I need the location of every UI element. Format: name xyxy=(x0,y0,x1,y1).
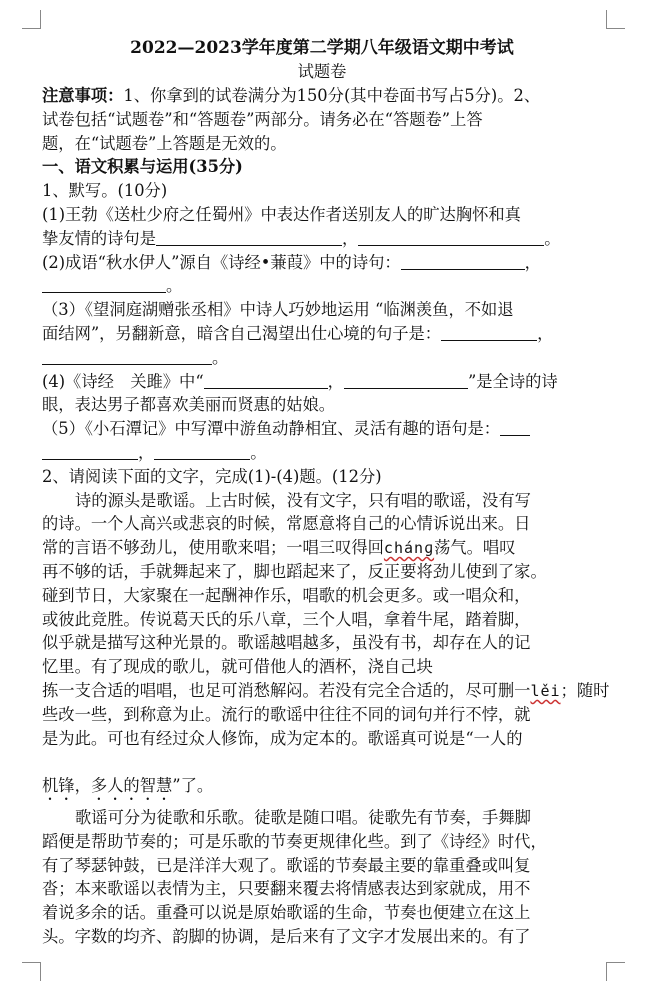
notice-line-2: 试卷包括“试题卷”和“答题卷”两部分。请务必在“答题卷”上答 xyxy=(42,109,483,129)
passage-line: 或彼此竞胜。传说葛天氏的乐八章，三个人唱，拿着牛尾，踏着脚， xyxy=(42,609,531,629)
q1-part4-prompt: (4)《诗经 关雎》中“ xyxy=(42,371,204,391)
notice-line-3: 题，在“试题卷”上答题是无效的。 xyxy=(42,133,287,153)
notice-label: 注意事项： xyxy=(42,86,124,105)
passage-line: 头。字数的均齐、韵脚的协调，是后来有了文字才发展出来的。有了 xyxy=(42,926,531,946)
paragraph-gap xyxy=(42,798,602,806)
notice-line-1 xyxy=(42,84,602,108)
q1-part3-line2 xyxy=(42,322,602,346)
period-1: 。 xyxy=(544,228,561,248)
passage-line: 的诗。一个人高兴或悲哀的时候，常愿意将自己的心情诉说出来。日 xyxy=(42,514,531,534)
q1-part2-prompt: (2)成语“秋水伊人”源自《诗经•蒹葭》中的诗句： xyxy=(42,252,401,272)
crop-mark-top-right xyxy=(606,10,625,29)
exam-page xyxy=(42,36,610,949)
q1-part4-line2: 眼，表达男子都喜欢美丽而贤惠的姑娘。 xyxy=(42,395,336,415)
q1-part3-prompt: 面结网”，另翻新意，暗含自己渴望出仕心境的句子是： xyxy=(42,323,442,343)
page-subtitle: 试题卷 xyxy=(297,62,347,81)
answer-blank-3b[interactable] xyxy=(42,347,212,365)
question-1-heading: 1、默写。(10分) xyxy=(42,181,168,201)
page-title: 2022—2023学年度第二学期八年级语文期中考试 xyxy=(130,38,514,58)
notice-text-1: 1、你拿到的试卷满分为150分(其中卷面书写占5分)。2、 xyxy=(123,86,541,105)
passage-paragraph-1 xyxy=(42,489,610,798)
crop-mark-bottom-right xyxy=(606,962,625,981)
answer-blank-5a[interactable] xyxy=(500,418,530,436)
q1-part5-prompt: （5）《小石潭记》中写潭中游鱼动静相宜、灵活有趣的语句是： xyxy=(42,419,501,439)
passage-line: 有了琴瑟钟鼓，已是洋洋大观了。歌谣的节奏最主要的靠重叠或叫复 xyxy=(42,855,531,875)
q1-part1-prompt: 挚友情的诗句是 xyxy=(42,228,156,248)
answer-blank-4a[interactable] xyxy=(204,371,328,389)
q1-part5-line1 xyxy=(42,417,602,441)
question-2-heading: 2、请阅读下面的文字，完成(1)-(4)题。(12分) xyxy=(42,466,382,486)
crop-mark-top-left xyxy=(22,10,41,29)
passage-line xyxy=(42,536,602,560)
passage-line: 是为此。可也有经过众人修饰，成为定本的。歌谣真可说是“一人的 xyxy=(42,728,523,748)
emphasized-phrase: 机锋，多人的智慧 xyxy=(42,776,173,796)
pinyin-lei: lěi xyxy=(530,681,561,700)
passage-text: 常的言语不够劲儿，使用歌来唱；一唱三叹得回 xyxy=(42,538,384,558)
answer-blank-2a[interactable] xyxy=(401,252,525,270)
passage-paragraph-2 xyxy=(42,806,602,949)
passage-line xyxy=(42,679,610,703)
answer-blank-3a[interactable] xyxy=(441,323,537,341)
q1-part4-line1 xyxy=(42,370,602,394)
period-5: 。 xyxy=(250,442,267,462)
section-1-heading: 一、语文积累与运用(35分) xyxy=(42,157,243,177)
q1-part3-line3 xyxy=(42,346,602,370)
passage-line xyxy=(42,750,602,774)
passage-text: ”了。 xyxy=(172,776,214,796)
answer-blank-5b[interactable] xyxy=(42,442,138,460)
passage-line: 似乎就是描写这种光景的。歌谣越唱越多，虽没有书，却存在人的记 xyxy=(42,633,531,653)
q1-part4-tail: ”是全诗的诗 xyxy=(467,371,558,391)
passage-line: 诗的源头是歌谣。上古时候，没有文字，只有唱的歌谣，没有写 xyxy=(75,490,531,510)
period-2: 。 xyxy=(166,276,183,296)
comma-3: ， xyxy=(537,323,554,343)
comma-1: ， xyxy=(341,228,359,248)
answer-blank-1b[interactable] xyxy=(358,228,544,246)
q1-part5-line2 xyxy=(42,441,602,465)
passage-line: 歌谣可分为徒歌和乐歌。徒歌是随口唱。徒歌先有节奏，手舞脚 xyxy=(75,807,531,827)
comma-2: ， xyxy=(524,252,541,272)
comma-5: ， xyxy=(138,442,155,462)
passage-line: 沓；本来歌谣以表情为主，只要翻来覆去将情感表达到家就成，用不 xyxy=(42,879,531,899)
passage-line: 碰到节日，大家聚在一起酬神作乐，唱歌的机会更多。或一唱众和， xyxy=(42,585,531,605)
comma-4: ， xyxy=(327,371,344,391)
answer-blank-2b[interactable] xyxy=(42,275,166,293)
q1-part2-line2 xyxy=(42,274,602,298)
q1-part1-line1: (1)王勃《送杜少府之任蜀州》中表达作者送别友人的旷达胸怀和真 xyxy=(42,204,521,224)
passage-text: 荡气。唱叹 xyxy=(434,538,516,558)
q1-part1-line2 xyxy=(42,227,602,251)
answer-blank-1a[interactable] xyxy=(156,228,342,246)
passage-line: 些改一些，到称意为止。流行的歌谣中往往不同的词句并行不悖，就 xyxy=(42,704,531,724)
pinyin-chang: chánɡ xyxy=(383,539,435,558)
passage-line: 着说多余的话。重叠可以说是原始歌谣的生命，节奏也便建立在这上 xyxy=(42,903,531,923)
period-3: 。 xyxy=(212,347,229,367)
passage-line: 忆里。有了现成的歌儿，就可借他人的酒杯，浇自己块 xyxy=(42,657,433,677)
crop-mark-bottom-left xyxy=(22,962,41,981)
q1-part3-line1: （3）《望洞庭湖赠张丞相》中诗人巧妙地运用 “临渊羡鱼，不如退 xyxy=(42,300,514,320)
passage-text: ；随时 xyxy=(560,680,610,700)
passage-line-last xyxy=(42,774,602,798)
answer-blank-5c[interactable] xyxy=(154,442,250,460)
passage-line: 蹈便是帮助节奏的；可是乐歌的节奏更规律化些。到了《诗经》时代， xyxy=(42,831,547,851)
q1-part2-line1 xyxy=(42,251,602,275)
passage-text: 拣一支合适的唱唱，也足可消愁解闷。若没有完全合适的，尽可删一 xyxy=(42,680,531,700)
passage-line: 再不够的话，手就舞起来了，脚也蹈起来了，反正要将劲儿使到了家。 xyxy=(42,561,547,581)
answer-blank-4b[interactable] xyxy=(344,371,468,389)
